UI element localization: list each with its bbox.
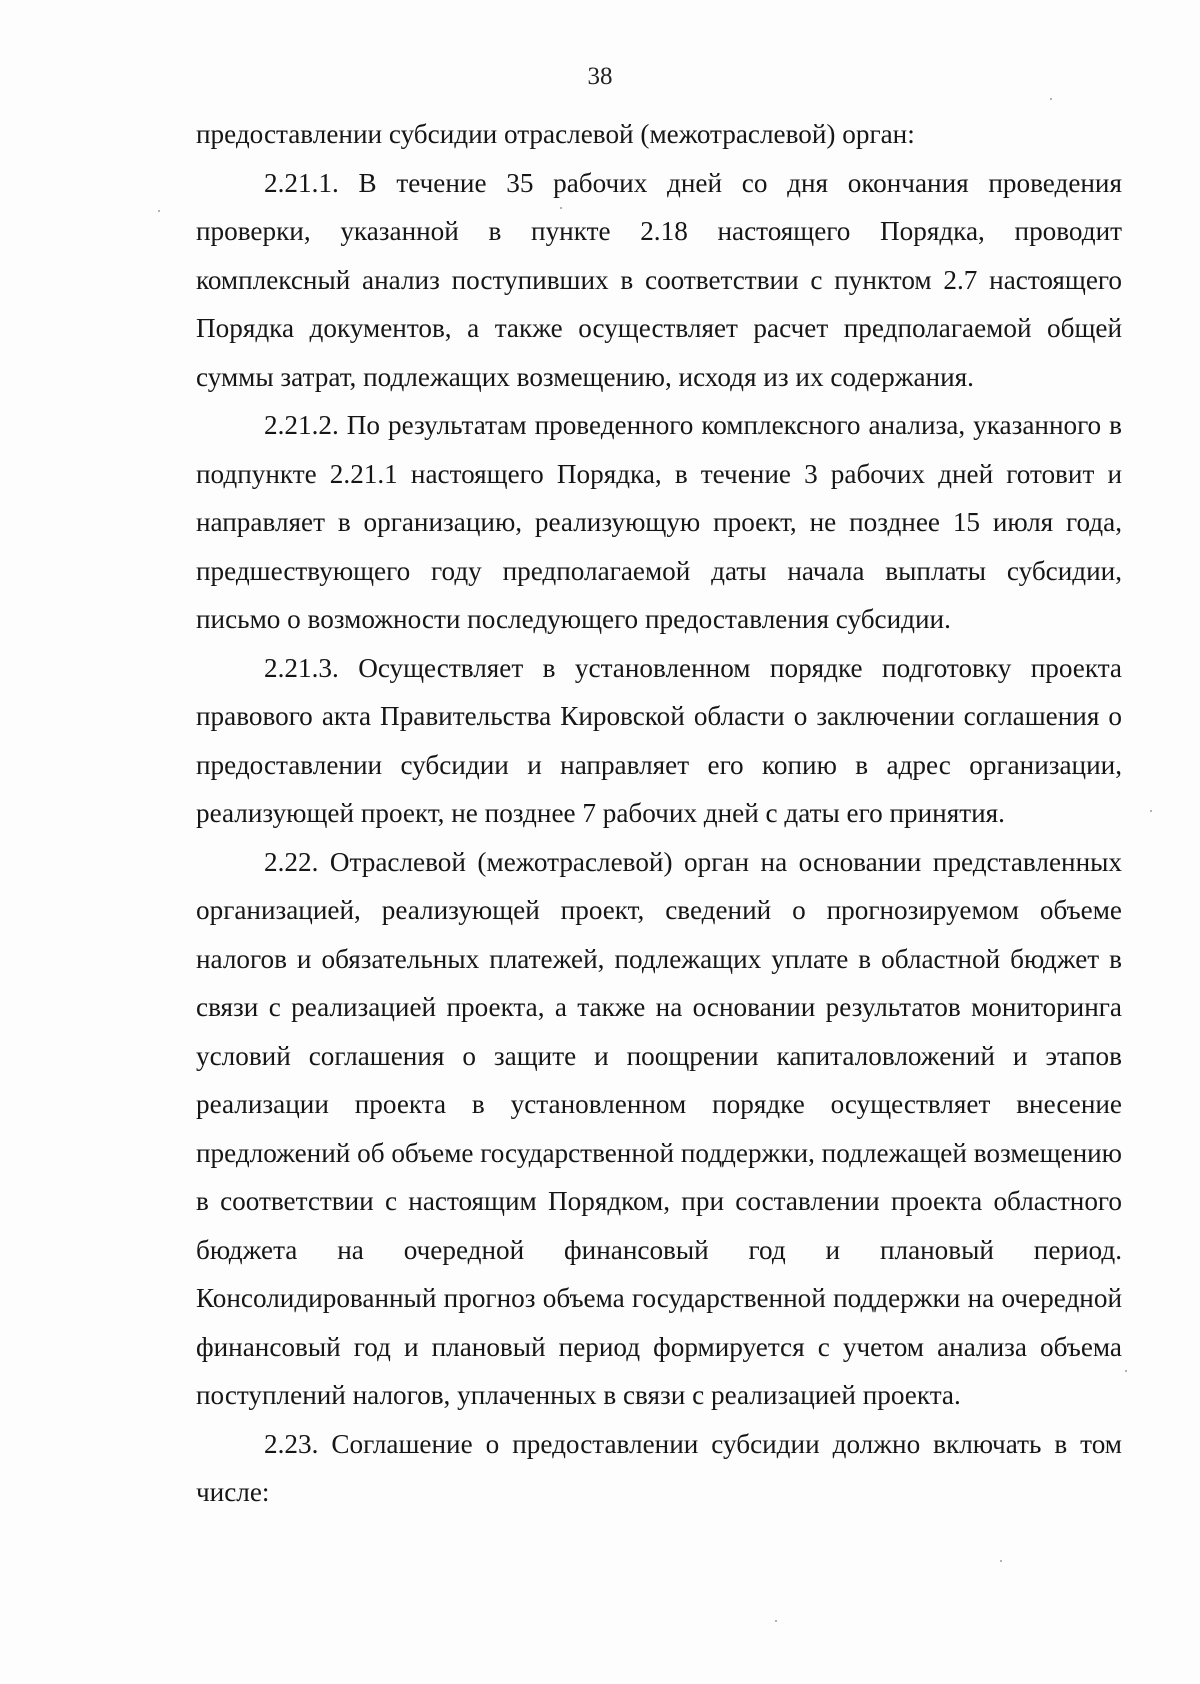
- paragraph-2-23: 2.23. Соглашение о предоставлении субсидии должно включать в том числе:: [196, 1428, 1122, 1507]
- paragraph-2-22: 2.22. Отраслевой (межотраслевой) орган на основании представленных организацией, реализующей проект, сведений о прогнозируемом объеме налогов и обязательных платежей, подлежащих уплате в областной бюджет в связи с реализацией проекта, а также на основании результатов мониторинга условий соглашения о защите и поощрении капиталовложений и этапов реализации проекта в установленном порядке осуществляет внесение предложений об объеме государственной поддержки, подлежащей возмещению в соответствии с настоящим Порядком, при составлении проекта областного бюджета на очередной финансовый год и плановый период. Консолидированный прогноз объема государственной поддержки на очередной финансовый год и плановый период формируется с учетом анализа объема поступлений налогов, уплаченных в связи с реализацией проекта.: [196, 846, 1122, 1410]
- scan-speck: [1125, 1370, 1127, 1372]
- paragraph-2-21-3: 2.21.3. Осуществляет в установленном порядке подготовку проекта правового акта Правительства Кировской области о заключении соглашения о предоставлении субсидии и направляет его копию в адрес организации, реализующей проект, не позднее 7 рабочих дней с даты его принятия.: [196, 652, 1122, 828]
- paragraph-continuation: предоставлении субсидии отраслевой (межотраслевой) орган:: [196, 119, 915, 149]
- paragraph-2-21-2: 2.21.2. По результатам проведенного комплексного анализа, указанного в подпункте 2.21.1 настоящего Порядка, в течение 3 рабочих дней готовит и направляет в организацию, реализующую проект, не позднее 15 июля года, предшествующего году предполагаемой даты начала выплаты субсидии, письмо о возможности последующего предоставления субсидии.: [196, 410, 1122, 634]
- scan-speck: [1150, 810, 1152, 812]
- page-number: 38: [587, 63, 613, 90]
- scan-speck: [1050, 98, 1052, 100]
- scan-speck: [158, 210, 160, 212]
- paragraph-2-21-1: 2.21.1. В течение 35 рабочих дней со дня окончания проведения проверки, указанной в пункте 2.18 настоящего Порядка, проводит комплексный анализ поступивших в соответствии с пунктом 2.7 настоящего Порядка документов, а также осуществляет расчет предполагаемой общей суммы затрат, подлежащих возмещению, исходя из их содержания.: [196, 167, 1122, 392]
- scan-speck: [560, 207, 562, 209]
- scan-speck: [775, 1620, 777, 1622]
- document-body: [196, 110, 1122, 1517]
- scan-speck: [1000, 1560, 1002, 1562]
